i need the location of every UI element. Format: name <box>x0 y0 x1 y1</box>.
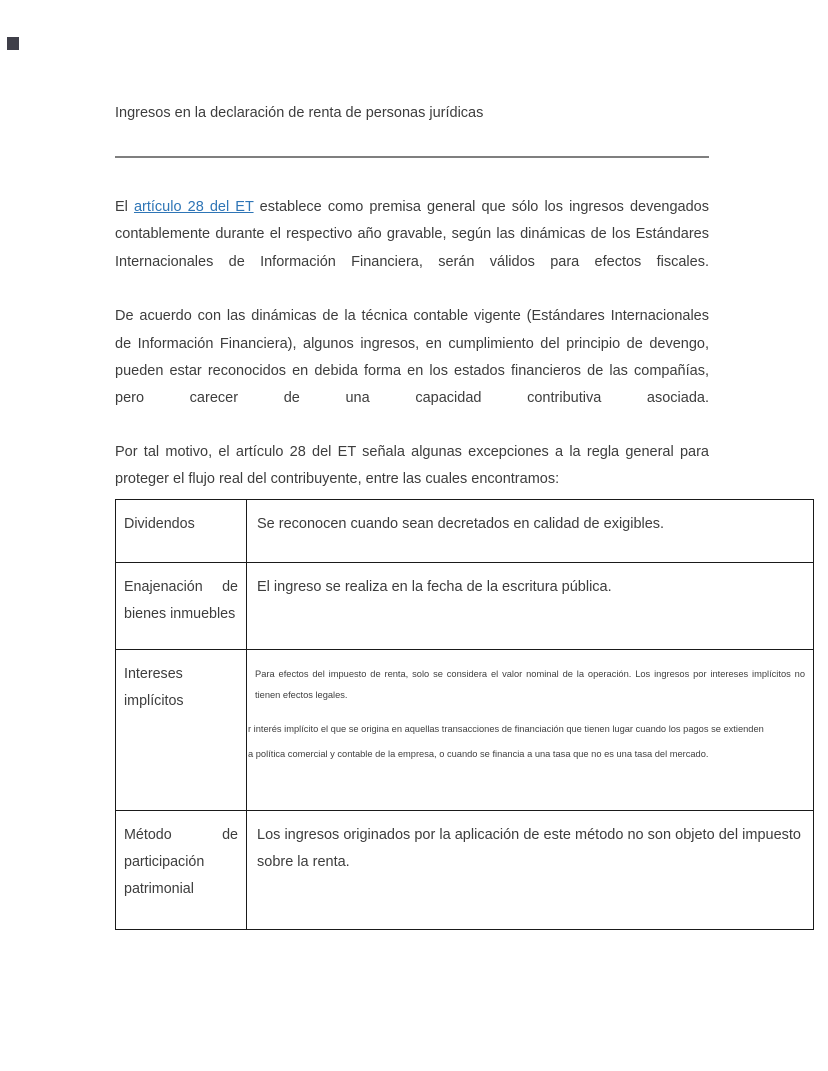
term-line: Método de <box>124 826 238 843</box>
term-line: participación <box>124 854 205 871</box>
term-line: implícitos <box>124 693 184 710</box>
term-line: Dividendos <box>124 515 195 532</box>
term-line: patrimonial <box>124 881 194 898</box>
paragraph-text-prefix: El <box>115 199 134 215</box>
article-28-link[interactable]: artículo 28 del ET <box>133 199 254 215</box>
term-cell <box>116 562 247 649</box>
term-line: Intereses <box>124 665 183 682</box>
document-content <box>115 0 813 930</box>
page-title: Ingresos en la declaración de renta de personas jurídicas <box>115 105 484 121</box>
paragraph-text-suffix: establece como premisa general que sólo los ingresos devengados contablemente durante el respectivo año gravable, según las dinámicas de los Estándares Internacionales de Información Financiera, serán válidos para efectos fiscales. <box>115 199 709 270</box>
table-row-equity-method <box>116 810 814 929</box>
description-cell: El ingreso se realiza en la fecha de la escritura pública. <box>247 562 814 649</box>
paragraph-accounting-dynamics: De acuerdo con las dinámicas de la técnica contable vigente (Estándares Internacionales de Información Financiera), algunos ingresos, en cumplimiento del principio de devengo, pueden estar reconocidos en debida forma en los estados financieros de las compañías, pero carecer de una capacidad contributiva asociada. <box>115 308 709 407</box>
clipped-text-line: a política comercial y contable de la empresa, o cuando se financia a una tasa que no es una tasa del mercado. <box>248 748 709 759</box>
description-cell: Se reconocen cuando sean decretados en calidad de exigibles. <box>247 499 814 562</box>
paragraph-exceptions-intro: Por tal motivo, el artículo 28 del ET señala algunas excepciones a la regla general para proteger el flujo real del contribuyente, entre las cuales encontramos: <box>115 443 709 488</box>
corner-artifact <box>7 37 19 50</box>
table-row-real-estate <box>116 562 814 649</box>
clipped-text-block <box>247 717 813 767</box>
clipped-text-line: r interés implícito el que se origina en aquellas transacciones de financiación que tienen lugar cuando los pagos se extienden <box>248 723 764 734</box>
small-text-paragraph: Para efectos del impuesto de renta, solo se considera el valor nominal de la operación. Los ingresos por intereses implícitos no tienen efectos legales. <box>255 668 805 700</box>
term-cell <box>116 499 247 562</box>
small-text-wrapper <box>247 650 813 767</box>
paragraph-general-rule <box>115 194 709 276</box>
description-cell-small <box>247 649 814 810</box>
table-row-dividends <box>116 499 814 562</box>
table-row-implicit-interest <box>116 649 814 810</box>
term-cell <box>116 810 247 929</box>
exceptions-table <box>115 499 814 930</box>
horizontal-divider <box>115 156 709 158</box>
term-cell <box>116 649 247 810</box>
term-line: bienes inmuebles <box>124 606 236 623</box>
term-line: Enajenación de <box>124 578 238 595</box>
description-cell: Los ingresos originados por la aplicación de este método no son objeto del impuesto sobre la renta. <box>247 810 814 929</box>
